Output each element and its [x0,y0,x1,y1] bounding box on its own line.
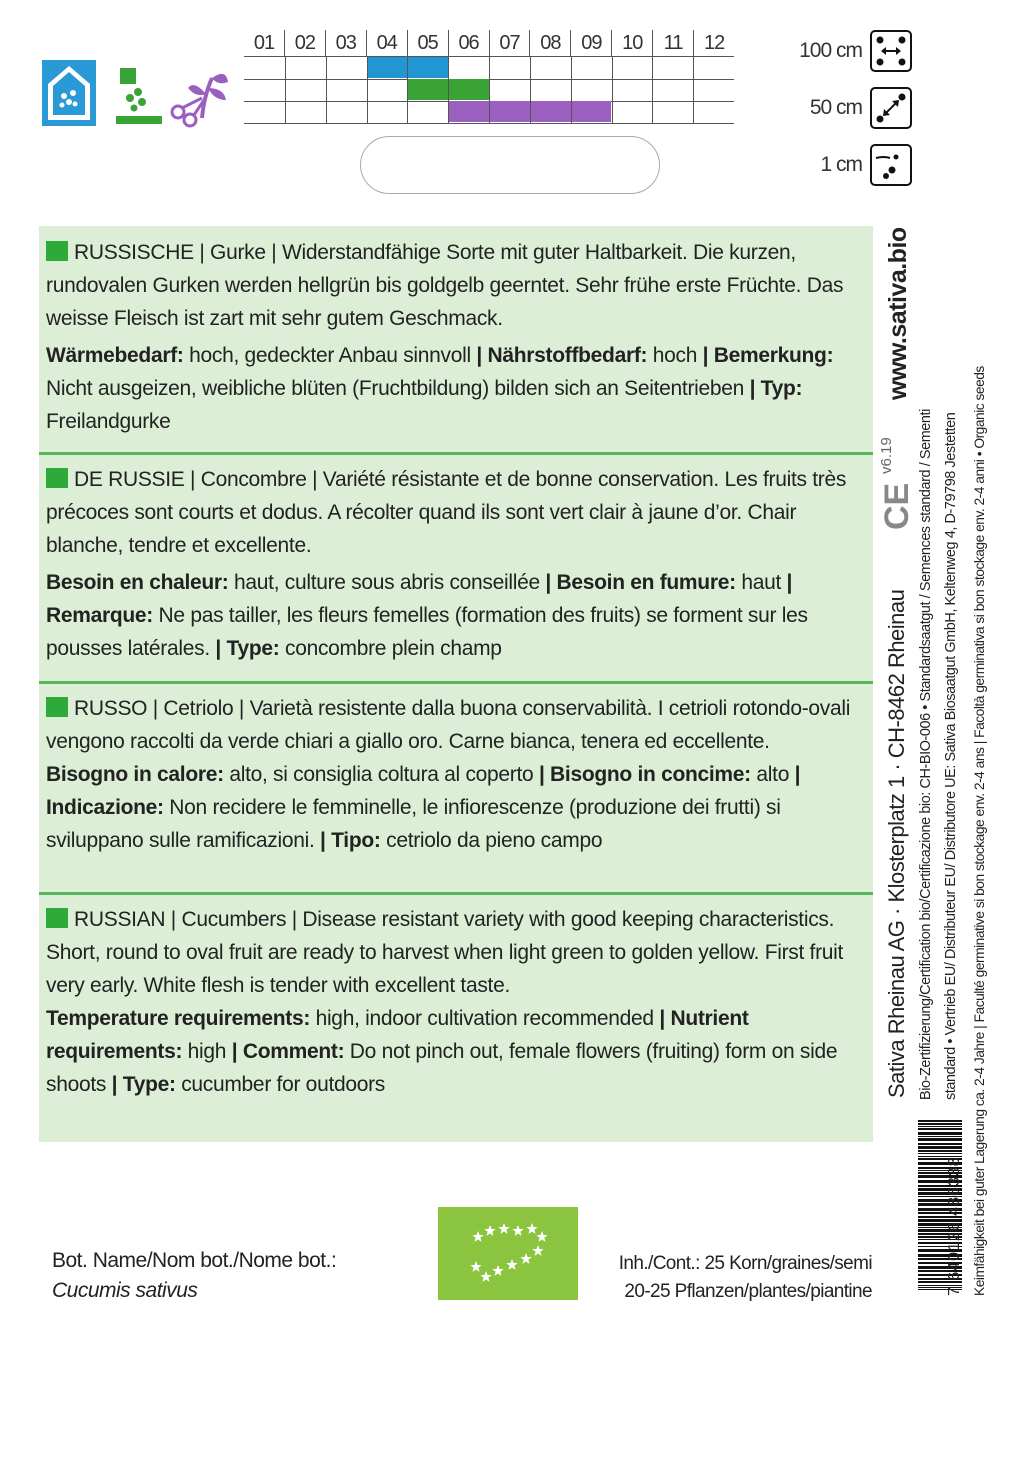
prop-label: | Typ: [749,377,803,400]
eu-star-icon [484,1225,495,1236]
calendar-gridline [652,57,653,123]
eu-star-icon [536,1231,547,1242]
germination-line: Keimfähigkeit bei guter Lagerung ca. 2-4 Jahre | Faculté germinative si bon stockage env. 2-4 ans | Facoltà germinativa si bon stockage env. 2-4 anni • Organic seeds [972,366,987,1296]
description: | Concombre | Variété résistante et de bonne conservation. Les fruits très précoces sont courts et dodus. A récolter quand ils sont vert clair à jaune d’or. Chair blanche, tendre et excellente. [46,468,847,557]
prop-label: | Tipo: [320,829,381,852]
section-divider [39,452,873,455]
prop-value: Non recidere le femminelle, le infiorescenze (produzione dei frutti) si sviluppano sulle ramificazioni. [46,796,781,852]
section-english [46,903,870,1101]
eu-star-icon [470,1261,481,1272]
prop-label: Besoin en chaleur: [46,571,229,594]
prop-value: alto [750,763,795,786]
row-distance-label: 100 cm [799,39,862,62]
eu-star-icon [506,1259,517,1270]
sowing-calendar [244,30,734,153]
calendar-gridline [530,57,531,123]
description-panel [39,226,873,1142]
prop-value: Ne pas tailler, les fleurs femelles (formation des fruits) se forment sur les pousses latérales. [46,604,808,660]
prop-label: | Type: [111,1073,176,1096]
eu-star-icon [532,1245,543,1256]
barcode-bar [918,1153,962,1154]
section-french [46,463,870,665]
barcode-bar [918,1120,962,1122]
barcode-bar [918,1136,962,1137]
hanging-slot [360,136,660,194]
prop-value: high, indoor cultivation recommended [310,1007,660,1030]
green-square-icon [46,241,68,261]
month-label: 07 [489,30,530,56]
prop-label: | Nährstoffbedarf: [476,344,648,367]
prop-label: | Bemerkung: [702,344,834,367]
ce-mark: CE [878,482,916,530]
month-label: 01 [253,32,275,54]
prop-label: Wärmebedarf: [46,344,184,367]
prop-value: cetriolo da pieno campo [380,829,603,852]
month-label: 03 [325,30,366,56]
prop-label: | Bisogno in concime: [538,763,751,786]
month-label: 12 [693,30,734,56]
botanical-name-block [52,1246,336,1306]
calendar-gridline [448,57,449,123]
plant-distance-icon [870,87,912,129]
contents-block [600,1250,872,1306]
sowing-outdoor-icon [116,58,164,128]
month-label: 05 [407,30,448,56]
description: | Gurke | Widerstandfähige Sorte mit guter Haltbarkeit. Die kurzen, rundovalen Gurken werden hellgrün bis goldgelb geerntet. Sehr frühe erste Früchte. Das weisse Fleisch ist zart mit sehr gutem Geschmack. [46,241,844,330]
section-german [46,236,870,438]
prop-label: | Remarque: [46,571,793,627]
eu-star-icon [520,1253,531,1264]
prop-label: | Besoin en fumure: [545,571,736,594]
plant-distance [810,87,912,129]
greenhouse-seed-icon [40,58,98,128]
row-distance [799,30,912,72]
prop-value: Freilandgurke [46,410,171,433]
month-label: 08 [529,30,570,56]
calendar-gridline [367,57,368,123]
calendar-gridline [693,57,694,123]
calendar-gridline [407,57,408,123]
prop-value: Nicht ausgeizen, weibliche blüten (Fruchtbildung) bilden sich an Seitentrieben [46,377,750,400]
calendar-gridline [612,57,613,123]
month-label: 09 [570,30,611,56]
prop-label: | Comment: [231,1040,345,1063]
seed-depth-label: 1 cm [820,153,862,176]
botanical-name: Cucumis sativus [52,1279,198,1302]
description: | Cetriolo | Varietà resistente dalla buona conservabilità. I cetrioli rotondo-ovali vengono raccolti da verde chiari a giallo oro. Carne bianca, tenera ed eccellente. [46,697,851,753]
row-distance-icon [870,30,912,72]
eu-star-icon [512,1225,523,1236]
eu-star-icon [526,1223,537,1234]
seed-depth-icon [870,144,912,186]
green-square-icon [46,908,68,928]
eu-organic-logo [438,1207,578,1300]
barcode-bar [918,1128,962,1130]
harvest-scissors-icon [168,58,232,128]
section-divider [39,681,873,684]
calendar-months [244,30,734,57]
distributor-line: standard • Vertrieb EU/ Distributeur EU/ Distributore UE: Sativa Biosaatgut GmbH, Keltenweg 4, D-79798 Jestetten [943,412,959,1100]
calendar-gridline [326,57,327,123]
prop-label: | Nutrient requirements: [46,1007,749,1063]
barcode-number: 7 640126 486338 [946,1156,963,1296]
botanical-name-label: Bot. Name/Nom bot./Nome bot.: [52,1249,337,1272]
cultivation-icons [40,58,240,130]
section-divider [39,892,873,895]
green-square-icon [46,468,68,488]
month-label: 10 [611,30,652,56]
prop-value: concombre plein champ [279,637,502,660]
prop-value: high [182,1040,232,1063]
version: v6.19 [878,437,895,474]
barcode-bar [918,1138,962,1141]
description: | Cucumbers | Disease resistant variety with good keeping characteristics. Short, round to oval fruit are ready to harvest when light green to golden yellow. First fruit very early. White flesh is tender with excellent taste. [46,908,844,997]
prop-value: hoch, gedeckter Anbau sinnvoll [183,344,477,367]
variety-name: RUSSO [74,697,148,720]
eu-star-icon [492,1265,503,1276]
certification-line: Bio-Zertifizierung/Certification bio/Certificazione bio: CH-BIO-006 • Standardsaatgut / Semences standard / Sementi [918,409,934,1100]
plant-distance-label: 50 cm [809,96,862,119]
contents-plants: 20-25 Pflanzen/plantes/piantine [624,1281,872,1302]
barcode-bar [918,1146,962,1149]
prop-label: | Type: [215,637,280,660]
variety-name: RUSSISCHE [74,241,194,264]
prop-label: | Indicazione: [46,763,801,819]
prop-label: Temperature requirements: [46,1007,311,1030]
prop-value: haut, culture sous abris conseillée [228,571,546,594]
barcode-bar [918,1126,962,1127]
green-square-icon [46,697,68,717]
contents-seeds: Inh./Cont.: 25 Korn/graines/semi [618,1253,872,1274]
barcode-bar [918,1132,962,1135]
barcode-bar [918,1123,962,1125]
eu-star-icon [472,1231,483,1242]
prop-value: haut [735,571,787,594]
prop-value: alto, si consiglia coltura al coperto [223,763,539,786]
month-label: 11 [652,30,693,56]
company-address: Sativa Rheinau AG · Klosterplatz 1 · CH-8462 Rheinau [884,589,909,1098]
prop-label: Bisogno in calore: [46,763,224,786]
barcode-bar [918,1150,962,1152]
month-label: 04 [366,30,407,56]
eu-star-icon [498,1223,509,1234]
month-label: 02 [284,30,325,56]
variety-name: DE RUSSIE [74,468,185,491]
month-label: 06 [448,30,489,56]
eu-star-icon [480,1271,491,1282]
section-italian [46,692,870,857]
barcode-bar [918,1143,962,1145]
calendar-gridline [285,57,286,123]
calendar-gridline [571,57,572,123]
prop-value: cucumber for outdoors [175,1073,386,1096]
variety-name: RUSSIAN [74,908,166,931]
prop-value: hoch [647,344,703,367]
calendar-gridline [489,57,490,123]
seed-depth [820,144,912,186]
prop-value: Do not pinch out, female flowers (fruiting) form on side shoots [46,1040,838,1096]
website: www.sativa.bio [884,227,912,400]
